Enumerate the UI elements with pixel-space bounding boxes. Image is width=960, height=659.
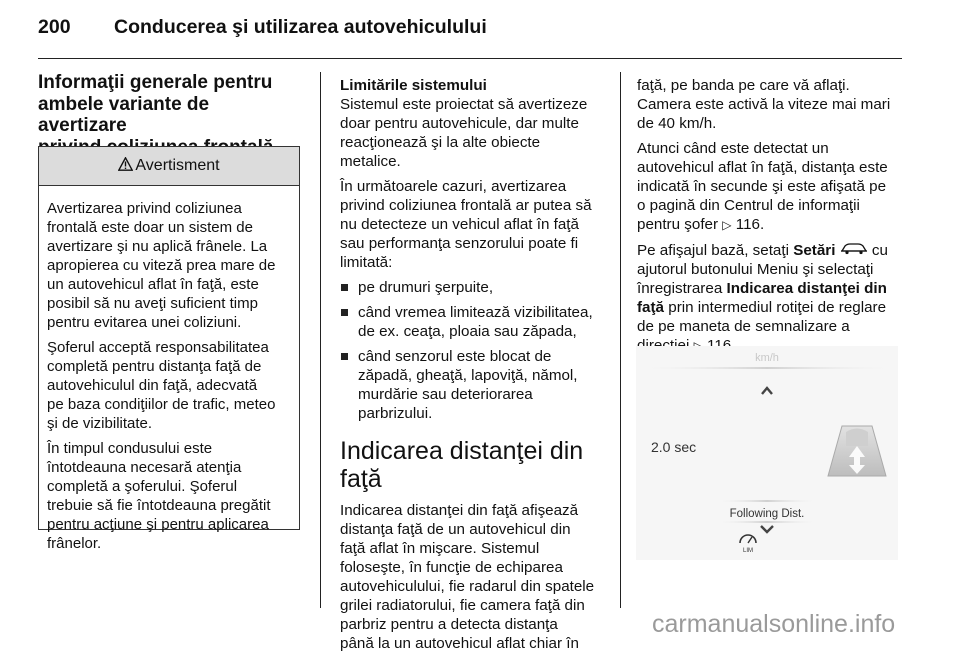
column-3 — [637, 76, 905, 362]
warning-paragraph: Şoferul acceptă responsabilitatea completă pentru distanţa faţă de autovehiculul din faţă, adecvată pe baza condiţiilor de trafic, meteo şi de vizibilitate. — [47, 339, 276, 432]
warning-header — [39, 147, 299, 186]
subheading: Limitările sistemului — [340, 77, 487, 94]
warning-triangle-icon — [118, 157, 133, 175]
menu-following-dist: Following Dist. — [729, 508, 805, 520]
chapter-title: Conducerea şi utilizarea autovehiculului — [114, 16, 487, 38]
column-divider — [620, 72, 621, 608]
list-item: pe drumuri şerpuite, — [340, 278, 602, 297]
menu-setari: Setări — [793, 242, 836, 259]
heading-line: Informaţii generale pentru — [38, 72, 273, 93]
lim-label: LIM — [742, 548, 754, 554]
paragraph: Atunci când este detectat un autovehicul aflat în faţă, distanţa este indicată în secunde şi este afişată pe o pagină din Centrul de informaţii pentru şofer ▷ 116. — [637, 140, 888, 233]
warning-box — [38, 146, 300, 552]
paragraph: Sistemul este proiectat să avertizeze doar pentru autovehicule, dar multe reacţionează şi la alte obiecte metalice. — [340, 96, 588, 170]
paragraph: În următoarele cazuri, avertizarea privind coliziunea frontală ar putea să nu detecteze un vehicul aflat în faţă sau performanţa senzorului poate fi limitată: — [340, 178, 592, 271]
page-reference: 116. — [735, 216, 765, 233]
paragraph: Indicarea distanţei din faţă afişează distanţa faţă de un autovehicul din faţă aflat în mişcare. Sistemul foloseşte, în funcţie de echiparea autovehiculului, fie radarul din spatele grilei radiatorului, fie camera faţă din parbriz pentru a detecta distanţa până la un autovehicul aflat chiar în — [340, 502, 595, 652]
bullet-icon — [341, 284, 348, 291]
car-settings-icon — [840, 242, 868, 259]
reference-arrow-icon: ▷ — [722, 218, 732, 232]
section-title: Indicarea distanţei din faţă — [340, 437, 584, 493]
distance-value: 2.0 sec — [651, 439, 697, 455]
speed-unit: km/h — [755, 352, 779, 364]
list-item: când senzorul este blocat de zăpadă, gheaţă, lapoviţă, nămol, murdărie sau deteriorarea parbrizului. — [340, 347, 602, 423]
heading-line: ambele variante de avertizare — [38, 93, 210, 136]
warning-title: Avertisment — [135, 157, 220, 174]
page-number: 200 — [38, 16, 71, 38]
bullet-icon — [341, 309, 348, 316]
instrument-display — [636, 346, 898, 560]
watermark: carmanualsonline.info — [652, 610, 896, 638]
column-divider — [320, 72, 321, 608]
list-item: când vremea limitează vizibilitatea, de ex. ceaţa, ploaia sau zăpada, — [340, 303, 602, 341]
column-2 — [340, 76, 602, 659]
warning-paragraph: În timpul condusului este întotdeauna necesară atenţia completă a şoferului. Şoferul trebuie să fie întotdeauna pregătit pentru acţiune şi pentru aplicarea frânelor. — [47, 440, 271, 552]
display-figure — [636, 346, 898, 560]
paragraph: faţă, pe banda pe care vă aflaţi. Camera este activă la viteze mai mari de 40 km/h. — [637, 77, 891, 132]
page-header — [38, 16, 487, 39]
bullet-icon — [341, 353, 348, 360]
warning-body — [39, 186, 299, 553]
header-rule — [38, 58, 902, 59]
warning-paragraph: Avertizarea privind coliziunea frontală este doar un sistem de avertizare şi nu aplică frânele. La apropierea cu viteză prea mare de un autovehicul aflat în faţă, este posibil să nu aveţi suficient timp pentru evitarea unei coliziuni. — [47, 200, 276, 331]
paragraph: Pe afişajul bază, setaţi Setări cu ajutorul butonului Meniu şi selectaţi înregistrarea Indicarea distanţei din faţă prin intermediul rotiţei de reglare de pe maneta de semnalizare a — [637, 241, 905, 356]
bullet-list — [340, 278, 602, 423]
menu-indicarea: Indicarea distanţei din — [726, 280, 887, 297]
